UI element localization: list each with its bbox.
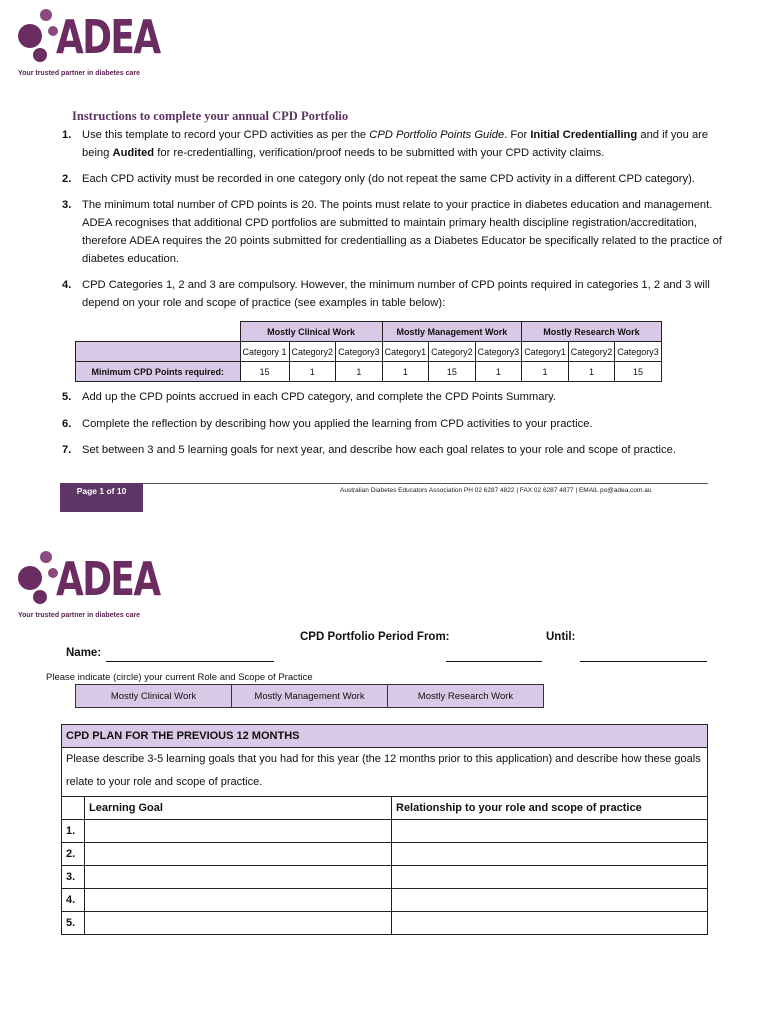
page-number-badge: Page 1 of 10 <box>60 483 143 512</box>
category-header: Category1 <box>382 342 429 362</box>
learning-goal-cell[interactable] <box>85 912 392 935</box>
instructions-title: Instructions to complete your annual CPD Portfolio <box>72 109 349 123</box>
points-cell: 1 <box>336 362 383 382</box>
instruction-text: The minimum total number of CPD points is 20. The points must relate to your practice in diabetes education and management. ADEA recognises that additional CPD portfolios are submitted to maintain primary health discipline registration/accreditation, therefore ADEA requires the 20 points submitted for credentialling as a Diabetes Educator be specifically related to the practice of diabetes education. <box>82 199 722 265</box>
adea-logo <box>16 8 166 88</box>
relationship-header: Relationship to your role and scope of practice <box>392 797 708 820</box>
learning-goal-cell[interactable] <box>85 889 392 912</box>
plan-title: CPD PLAN FOR THE PREVIOUS 12 MONTHS <box>62 725 708 748</box>
instruction-text: CPD Categories 1, 2 and 3 are compulsory. However, the minimum number of CPD points required in categories 1, 2 and 3 will depend on your role and scope of practice (see examples in table below): <box>82 279 710 309</box>
learning-goal-header: Learning Goal <box>85 797 392 820</box>
relationship-cell[interactable] <box>392 843 708 866</box>
points-cell: 1 <box>382 362 429 382</box>
plan-description: Please describe 3-5 learning goals that you had for this year (the 12 months prior to this application) and describe how these goals relate to your role and scope of practice. <box>62 748 708 797</box>
name-field[interactable] <box>106 661 274 662</box>
role-selector <box>75 684 544 708</box>
cpd-plan-table <box>61 724 708 935</box>
logo-tagline: Your trusted partner in diabetes care <box>18 70 141 77</box>
points-cell: 15 <box>240 362 289 382</box>
instruction-text: Set between 3 and 5 learning goals for next year, and describe how each goal relates to your role and scope of practice. <box>82 444 676 456</box>
category-header: Category2 <box>568 342 615 362</box>
group-header: Mostly Research Work <box>522 322 662 342</box>
period-from-field[interactable] <box>446 661 542 662</box>
learning-goal-cell[interactable] <box>85 866 392 889</box>
instruction-text: Use this template to record your CPD activities as per the CPD Portfolio Points Guide. For Initial Credentialling and if you are being Audited for re-credentialling, verification/proof needs to be submitted with your CPD activity claims. <box>82 129 709 159</box>
points-cell: 15 <box>429 362 476 382</box>
points-cell: 1 <box>289 362 336 382</box>
points-cell: 1 <box>475 362 522 382</box>
learning-goal-cell[interactable] <box>85 843 392 866</box>
category-header: Category 1 <box>240 342 289 362</box>
points-cell: 1 <box>568 362 615 382</box>
footer-contact: Australian Diabetes Educators Association PH 02 6287 4822 | FAX 02 6287 4877 | EMAIL po@adea.com.au <box>340 487 652 494</box>
learning-goal-cell[interactable] <box>85 820 392 843</box>
row-number: 2. <box>62 843 85 866</box>
until-field[interactable] <box>580 661 707 662</box>
category-header: Category3 <box>615 342 662 362</box>
table-row <box>62 843 708 866</box>
logo-word: ADEA <box>56 10 160 64</box>
until-label: Until: <box>546 631 576 643</box>
period-from-label: CPD Portfolio Period From: <box>300 631 450 643</box>
row-label: Minimum CPD Points required: <box>76 362 241 382</box>
table-row <box>62 889 708 912</box>
relationship-cell[interactable] <box>392 866 708 889</box>
row-number: 4. <box>62 889 85 912</box>
logo-tagline: Your trusted partner in diabetes care <box>18 612 141 619</box>
group-header: Mostly Clinical Work <box>240 322 382 342</box>
group-header: Mostly Management Work <box>382 322 522 342</box>
row-number: 1. <box>62 820 85 843</box>
role-option-research[interactable]: Mostly Research Work <box>388 685 544 708</box>
relationship-cell[interactable] <box>392 912 708 935</box>
name-label: Name: <box>66 647 102 659</box>
category-header: Category3 <box>336 342 383 362</box>
instruction-text: Each CPD activity must be recorded in one category only (do not repeat the same CPD activity in a different CPD category). <box>82 173 695 185</box>
instruction-text: Complete the reflection by describing how you applied the learning from CPD activities to your practice. <box>82 418 593 430</box>
role-option-management[interactable]: Mostly Management Work <box>232 685 388 708</box>
role-instruction: Please indicate (circle) your current Role and Scope of Practice <box>46 672 313 683</box>
instruction-text: Add up the CPD points accrued in each CPD category, and complete the CPD Points Summary. <box>82 391 557 403</box>
category-header: Category2 <box>289 342 336 362</box>
category-header: Category1 <box>522 342 569 362</box>
points-cell: 1 <box>522 362 569 382</box>
row-number: 3. <box>62 866 85 889</box>
footer-divider <box>60 483 708 484</box>
adea-logo <box>16 550 166 630</box>
relationship-cell[interactable] <box>392 820 708 843</box>
role-option-clinical[interactable]: Mostly Clinical Work <box>76 685 232 708</box>
table-row <box>62 820 708 843</box>
points-cell: 15 <box>615 362 662 382</box>
row-number: 5. <box>62 912 85 935</box>
relationship-cell[interactable] <box>392 889 708 912</box>
category-header: Category2 <box>429 342 476 362</box>
category-header: Category3 <box>475 342 522 362</box>
cpd-plan-section <box>61 724 708 935</box>
logo-word: ADEA <box>56 552 160 606</box>
table-row <box>62 912 708 935</box>
table-row <box>62 866 708 889</box>
cpd-points-table <box>75 321 662 382</box>
